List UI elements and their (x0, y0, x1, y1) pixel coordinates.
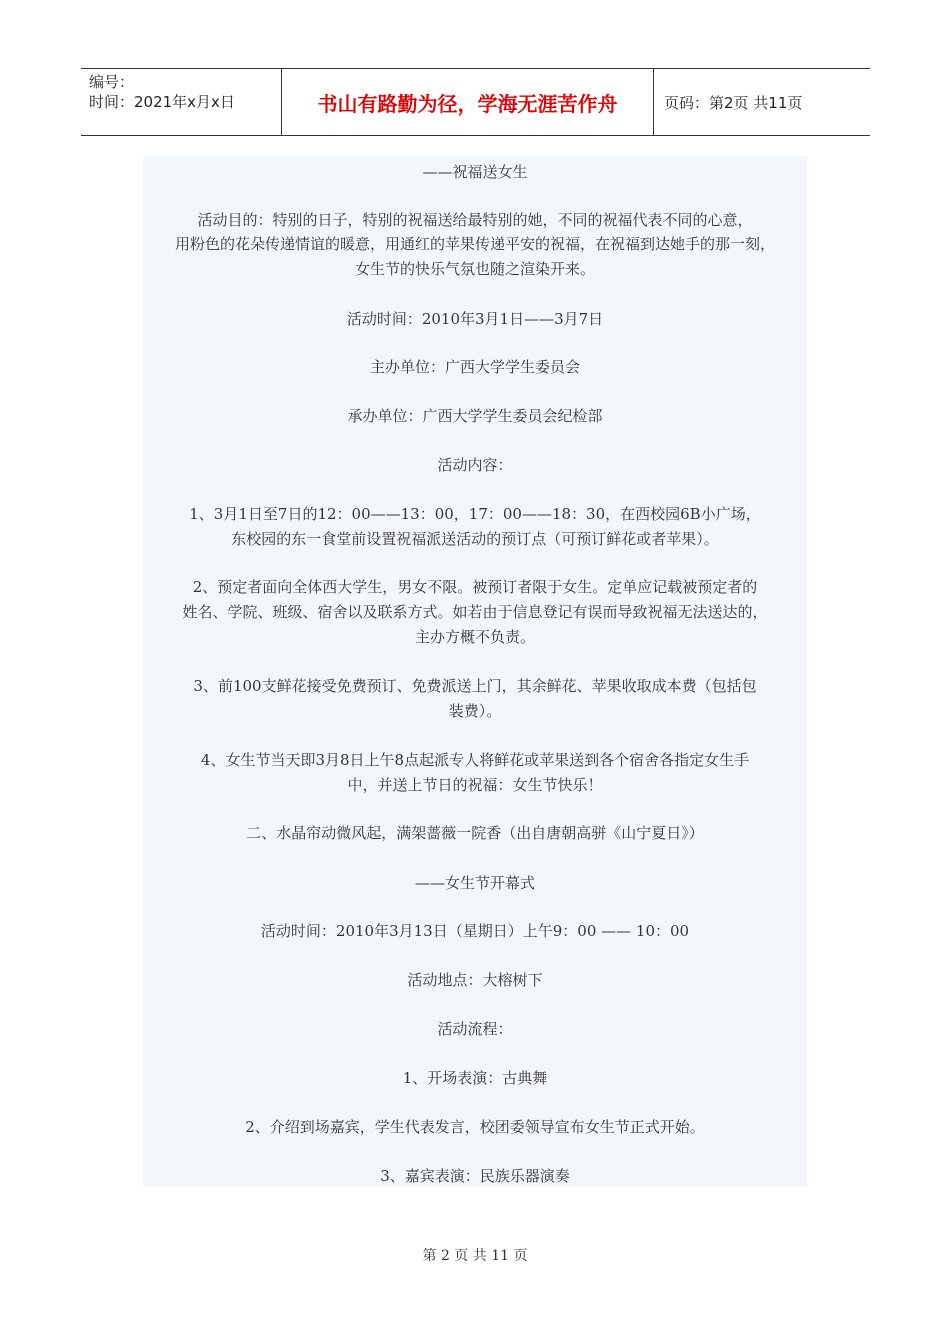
paragraph-line: 活动地点：大榕树下 (407, 971, 543, 989)
paragraph-line: 1、开场表演：古典舞 (402, 1069, 548, 1087)
paragraph-line: 活动时间：2010年3月13日（星期日）上午9：00 —— 10：00 (260, 922, 690, 940)
content-panel (143, 156, 807, 1187)
paragraph-line: 主办方概不负责。 (414, 628, 535, 646)
header-motto: 书山有路勤为径，学海无涯苦作舟 (282, 69, 654, 135)
paragraph-line: 承办单位：广西大学学生委员会纪检部 (347, 407, 603, 425)
section-heading: 二、水晶帘动微风起，满架蔷薇一院香（出自唐朝高骈《山宁夏日》） (246, 824, 704, 842)
section-subtitle: ——女生节开幕式 (414, 874, 535, 892)
paragraph-line: 东校园的东一食堂前设置祝福派送活动的预订点（可预订鲜花或者苹果）。 (231, 530, 719, 548)
header-meta (81, 69, 282, 135)
paragraph-line: 3、嘉宾表演：民族乐器演奏 (380, 1167, 570, 1185)
paragraph-line: 用粉色的花朵传递情谊的暖意，用通红的苹果传递平安的祝福，在祝福到达她手的那一刻， (174, 235, 775, 253)
paragraph-line: 主办单位：广西大学学生委员会 (369, 358, 580, 376)
paragraph-line: 活动内容： (437, 456, 513, 474)
document-header (81, 68, 870, 136)
paragraph-line: 1、3月1日至7日的12：00——13：00，17：00——18：30，在西校园6B小广场， (189, 505, 761, 523)
section-subtitle: ——祝福送女生 (422, 163, 528, 181)
paragraph-line: 中，并送上节日的祝福：女生节快乐！ (347, 776, 603, 794)
paragraph-line: 2、预定者面向全体西大学生，男女不限。被预订者限于女生。定单应记载被预定者的 (192, 578, 758, 596)
header-page-code: 页码：第2页 共11页 (664, 93, 803, 112)
paragraph-line: 活动目的：特别的日子，特别的祝福送给最特别的她，不同的祝福代表不同的心意， (197, 211, 753, 229)
paragraph-line: 活动流程： (437, 1020, 513, 1038)
paragraph-line: 姓名、学院、班级、宿舍以及联系方式。如若由于信息登记有误而导致祝福无法送达的， (182, 603, 768, 621)
number-label: 编号： (89, 73, 135, 91)
time-label: 时间：2021年x月x日 (89, 93, 235, 111)
paragraph-line: 4、女生节当天即3月8日上午8点起派专人将鲜花或苹果送到各个宿舍各指定女生手 (200, 751, 750, 769)
paragraph-line: 2、介绍到场嘉宾，学生代表发言，校团委领导宣布女生节正式开始。 (245, 1118, 705, 1136)
page-footer: 第 2 页 共 11 页 (422, 1248, 528, 1264)
paragraph-line: 装费）。 (448, 702, 502, 720)
paragraph-line: 3、前100支鲜花接受免费预订、免费派送上门，其余鲜花、苹果收取成本费（包括包 (193, 677, 757, 695)
paragraph-line: 女生节的快乐气氛也随之渲染开来。 (354, 260, 595, 278)
paragraph-line: 活动时间：2010年3月1日——3月7日 (346, 310, 604, 328)
